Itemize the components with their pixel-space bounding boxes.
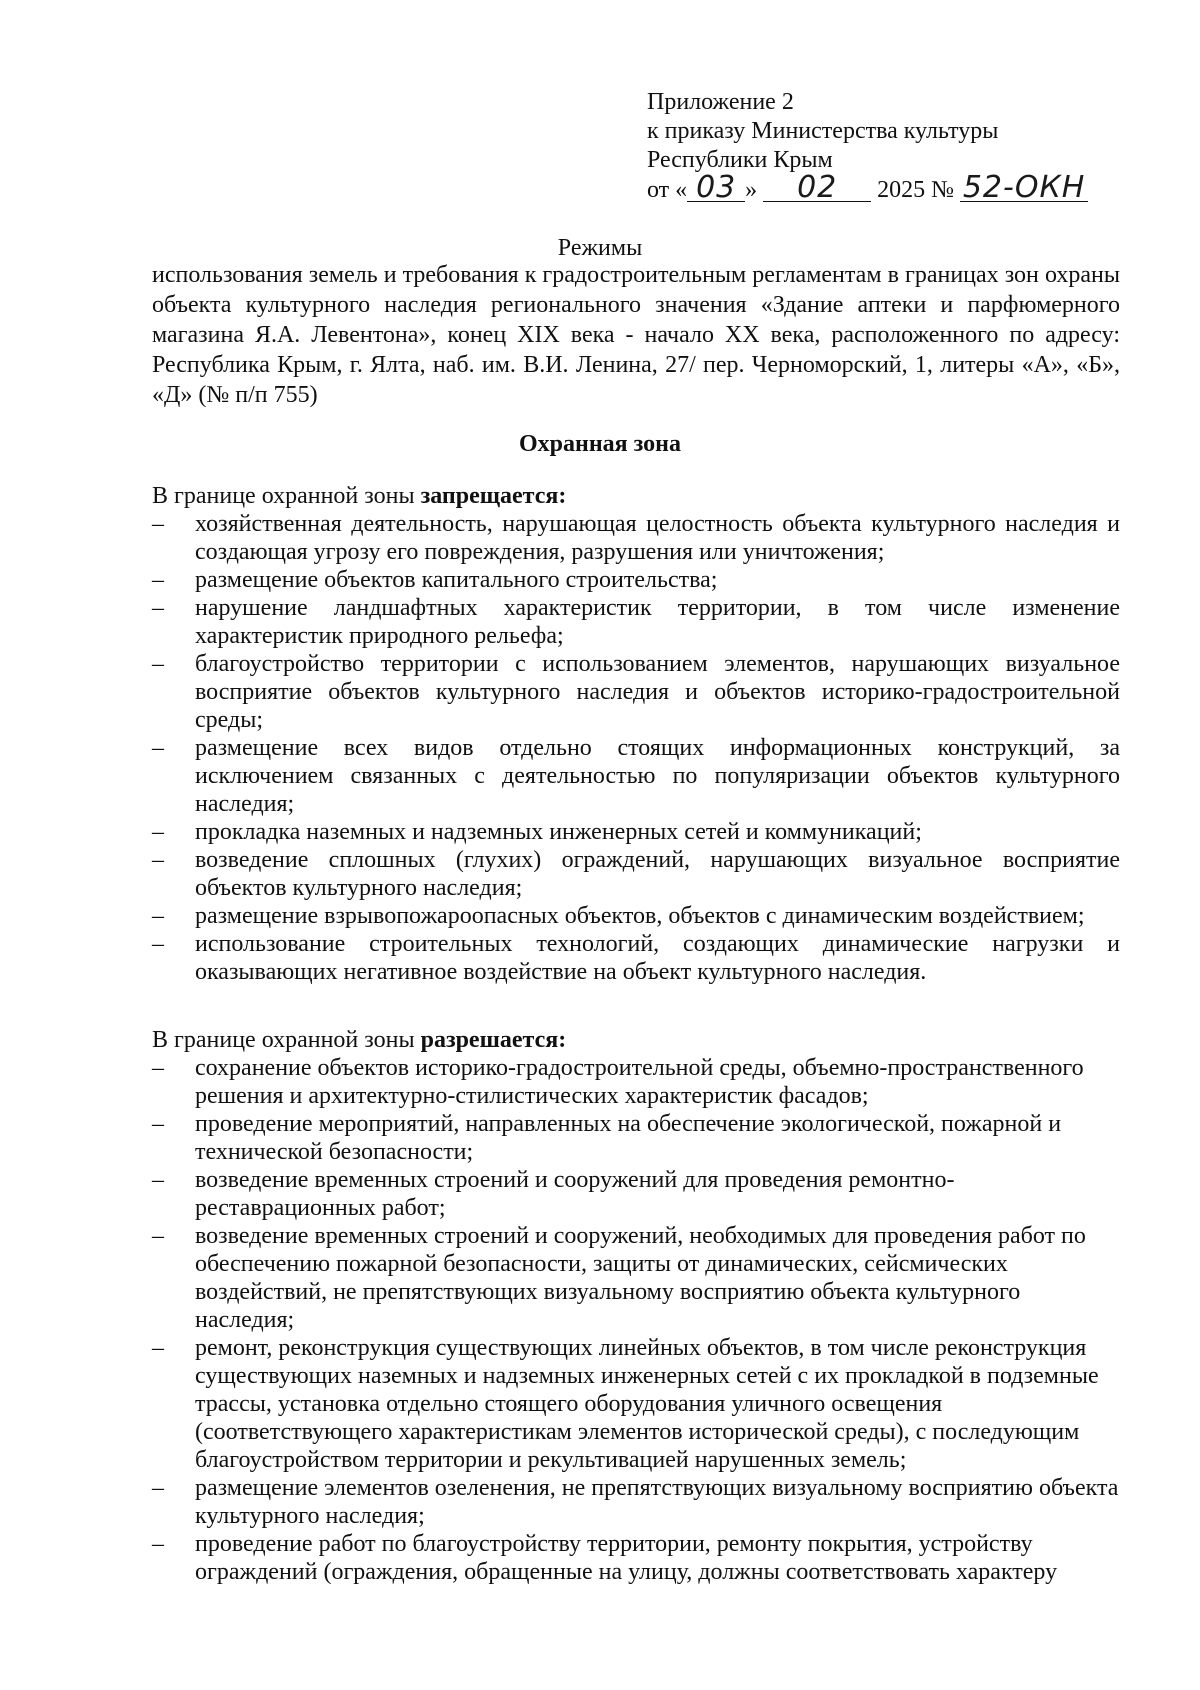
handwritten-order-number: 52-ОКН bbox=[960, 175, 1088, 202]
list-item bbox=[152, 1166, 1120, 1222]
prohibited-section bbox=[152, 482, 1120, 986]
permitted-list bbox=[152, 1054, 1120, 1586]
date-prefix: от « bbox=[647, 177, 688, 203]
list-item bbox=[152, 1474, 1120, 1530]
permitted-section bbox=[152, 1026, 1120, 1586]
dash-bullet: – bbox=[152, 819, 164, 845]
list-item-text: проведение мероприятий, направленных на обеспечение экологической, пожарной и технической безопасности; bbox=[195, 1111, 1062, 1165]
list-item-text: прокладка наземных и надземных инженерных сетей и коммуникаций; bbox=[195, 819, 922, 845]
list-item-text: хозяйственная деятельность, нарушающая целостность объекта культурного наследия и создающая угрозу его повреждения, разрушения или уничтожения; bbox=[195, 511, 1120, 565]
permitted-keyword: разрешается: bbox=[420, 1027, 567, 1053]
dash-bullet: – bbox=[152, 567, 164, 593]
handwritten-day: 03 bbox=[687, 175, 745, 202]
permitted-lead: В границе охранной зоны разрешается: bbox=[152, 1027, 567, 1053]
section-title: Охранная зона bbox=[519, 431, 681, 457]
document-subtitle: использования земель и требования к градостроительным регламентам в границах зон охраны объекта культурного наследия регионального значения «Здание аптеки и парфюмерного магазина Я.А. Левентона», конец XIX века - начало XX века, расположенного по адресу: Республика Крым, г. Ялта, наб. им. В.И. Ленина, 27/ пер. Черноморский, 1, литеры «А», «Б», «Д» (№ п/п 755) bbox=[152, 262, 1120, 408]
list-item bbox=[152, 1110, 1120, 1166]
list-item bbox=[152, 594, 1120, 650]
dash-bullet: – bbox=[152, 847, 164, 873]
dash-bullet: – bbox=[152, 1531, 164, 1557]
list-item-text: проведение работ по благоустройству территории, ремонту покрытия, устройству ограждений (ограждения, обращенные на улицу, должны соответствовать характеру bbox=[195, 1531, 1058, 1585]
list-item-text: ремонт, реконструкция существующих линейных объектов, в том числе реконструкция существующих наземных и надземных инженерных сетей с их прокладкой в подземные трассы, установка отдельно стоящего оборудования уличного освещения (соответствующего характеристикам элементов исторической среды), с последующим благоустройством территории и рекультивацией нарушенных земель; bbox=[195, 1335, 1099, 1473]
dash-bullet: – bbox=[152, 735, 164, 761]
list-item-text: возведение временных строений и сооружений для проведения ремонтно-реставрационных работ; bbox=[195, 1167, 955, 1221]
list-item bbox=[152, 510, 1120, 566]
list-item-text: использование строительных технологий, создающих динамические нагрузки и оказывающих негативное воздействие на объект культурного наследия. bbox=[195, 931, 1120, 985]
list-item bbox=[152, 1222, 1120, 1334]
dash-bullet: – bbox=[152, 903, 164, 929]
dash-bullet: – bbox=[152, 1167, 164, 1193]
list-item-text: благоустройство территории с использованием элементов, нарушающих визуальное восприятие объектов культурного наследия и объектов историко-градостроительной среды; bbox=[195, 651, 1120, 733]
dash-bullet: – bbox=[152, 931, 164, 957]
handwritten-month: 02 bbox=[763, 175, 871, 202]
appendix-header bbox=[647, 88, 1088, 205]
dash-bullet: – bbox=[152, 651, 164, 677]
list-item-text: размещение элементов озеленения, не препятствующих визуальному восприятию объекта культурного наследия; bbox=[195, 1475, 1119, 1529]
year-and-number-label: 2025 № bbox=[877, 177, 955, 203]
dash-bullet: – bbox=[152, 595, 164, 621]
list-item-text: сохранение объектов историко-градостроительной среды, объемно-пространственного решения и архитектурно-стилистических характеристик фасадов; bbox=[195, 1055, 1084, 1109]
list-item bbox=[152, 902, 1120, 930]
order-reference: к приказу Министерства культуры bbox=[647, 118, 999, 144]
list-item bbox=[152, 1054, 1120, 1110]
dash-bullet: – bbox=[152, 511, 164, 537]
list-item-text: размещение всех видов отдельно стоящих информационных конструкций, за исключением связанных с деятельностью по популяризации объектов культурного наследия; bbox=[195, 735, 1120, 817]
dash-bullet: – bbox=[152, 1055, 164, 1081]
prohibited-keyword: запрещается: bbox=[420, 483, 567, 509]
list-item-text: размещение взрывопожароопасных объектов, объектов с динамическим воздействием; bbox=[195, 903, 1085, 929]
dash-bullet: – bbox=[152, 1223, 164, 1249]
appendix-number: Приложение 2 bbox=[647, 89, 794, 115]
list-item-text: размещение объектов капитального строительства; bbox=[195, 567, 718, 593]
prohibited-list bbox=[152, 510, 1120, 986]
list-item bbox=[152, 818, 1120, 846]
list-item bbox=[152, 1334, 1120, 1474]
ministry-region: Республики Крым bbox=[647, 147, 833, 173]
prohibited-lead: В границе охранной зоны запрещается: bbox=[152, 483, 567, 509]
list-item bbox=[152, 846, 1120, 902]
dash-bullet: – bbox=[152, 1475, 164, 1501]
list-item bbox=[152, 566, 1120, 594]
document-title: Режимы bbox=[557, 235, 643, 261]
date-mid: » bbox=[745, 177, 758, 203]
order-date-line bbox=[647, 170, 1088, 205]
list-item bbox=[152, 1530, 1120, 1586]
list-item bbox=[152, 734, 1120, 818]
list-item-text: нарушение ландшафтных характеристик территории, в том числе изменение характеристик природного рельефа; bbox=[195, 595, 1120, 649]
list-item-text: возведение сплошных (глухих) ограждений, нарушающих визуальное восприятие объектов культурного наследия; bbox=[195, 847, 1120, 901]
list-item bbox=[152, 650, 1120, 734]
list-item bbox=[152, 930, 1120, 986]
dash-bullet: – bbox=[152, 1335, 164, 1361]
dash-bullet: – bbox=[152, 1111, 164, 1137]
list-item-text: возведение временных строений и сооружений, необходимых для проведения работ по обеспечению пожарной безопасности, защиты от динамических, сейсмических воздействий, не препятствующих визуальному восприятию объекта культурного наследия; bbox=[195, 1223, 1086, 1333]
